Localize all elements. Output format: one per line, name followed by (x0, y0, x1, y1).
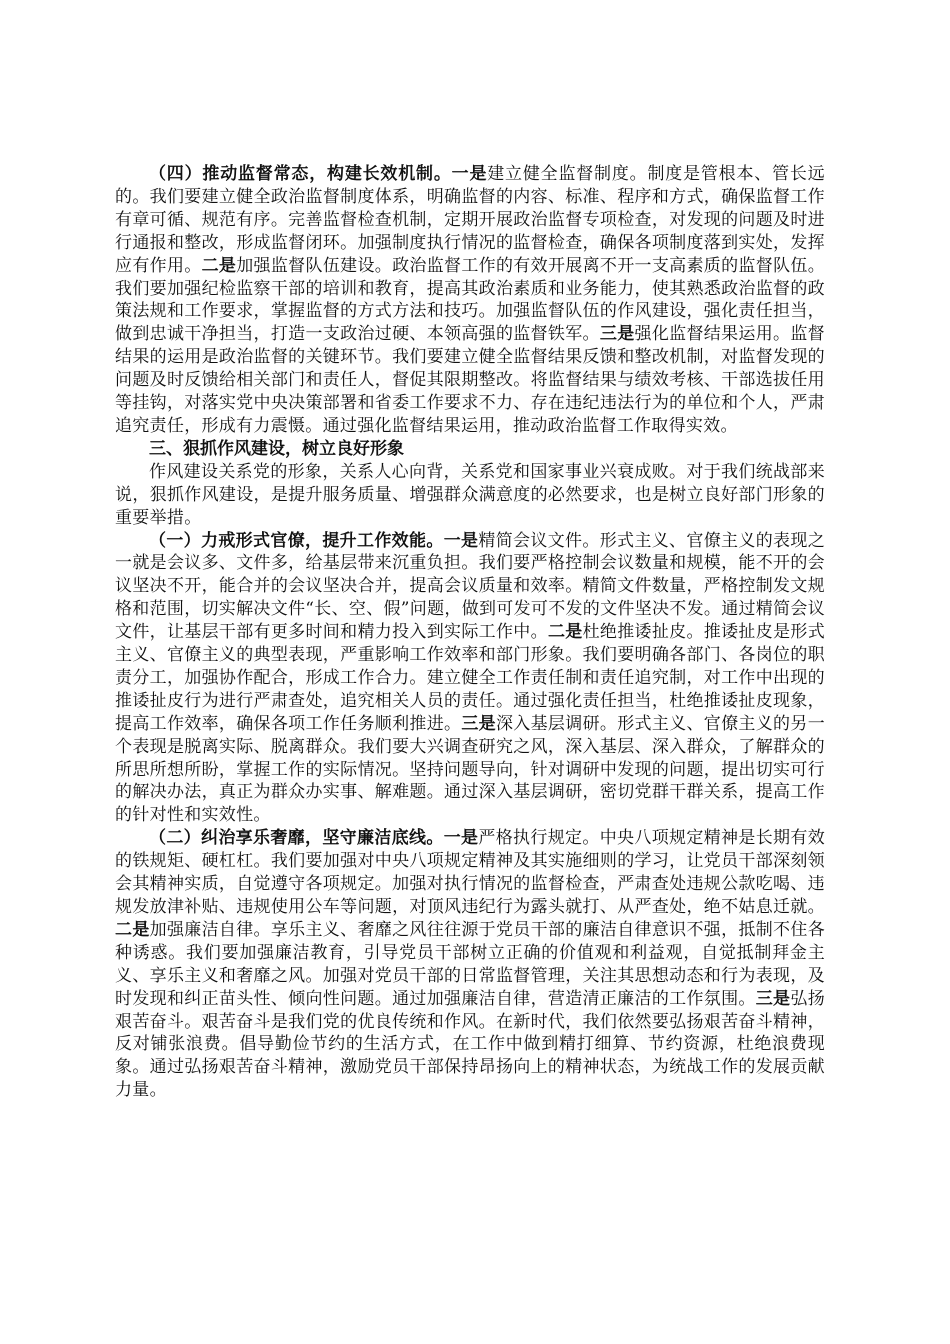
ordinal-marker: 二是 (547, 622, 583, 643)
ordinal-marker: 一是 (443, 530, 479, 551)
paragraph-text: 建立健全监督制度。制度是管根本、管长远的。我们要建立健全政治监督制度体系，明确监督的内容、标准、程序和方式，确保监督工作有章可循、规范有序。完善监督检查机制，定期开展政治监督专项检查，对发现的问题及时进行通报和整改，形成监督闭环。加强制度执行情况的监督检查，确保各项制度落到实处，发挥应有作用。 (115, 164, 825, 276)
paragraph-text: 深入基层调研。形式主义、官僚主义的另一个表现是脱离实际、脱离群众。我们要大兴调查研究之风，深入基层、深入群众，了解群众的所思所想所盼，掌握工作的实际情况。坚持问题导向，针对调研中发现的问题，提出切实可行的解决办法，真正为群众办实事、解难题。通过深入基层调研，密切党群干群关系，提高工作的针对性和实效性。 (115, 713, 825, 826)
paragraph-supervision-mechanism (115, 163, 825, 438)
document-page (115, 163, 825, 1102)
ordinal-marker: 二是 (115, 919, 150, 940)
paragraph-text: 作风建设关系党的形象，关系人心向背，关系党和国家事业兴衰成败。对于我们统战部来说，狠抓作风建设，是提升服务质量、增强群众满意度的必然要求，也是树立良好部门形象的重要举措。 (115, 461, 825, 528)
paragraph-lead: （一）力戒形式官僚，提升工作效能。 (149, 530, 444, 551)
paragraph-lead: （二）纠治享乐奢靡，坚守廉洁底线。 (149, 828, 444, 849)
paragraph-text: 严格执行规定。中央八项规定精神是长期有效的铁规矩、硬杠杠。我们要加强对中央八项规定精神及其实施细则的学习，让党员干部深刻领会其精神实质，自觉遵守各项规定。加强对执行情况的监督检查，严肃查处违规公款吃喝、违规发放津补贴、违规使用公车等问题，对顶风违纪行为露头就打、从严查处，绝不姑息迁就。 (115, 828, 825, 917)
ordinal-marker: 三是 (461, 713, 496, 734)
paragraph-text: 精简会议文件。形式主义、官僚主义的表现之一就是会议多、文件多，给基层带来沉重负担。我们要严格控制会议数量和规模，能不开的会议坚决不开，能合并的会议坚决合并，提高会议质量和效率。精简文件数量，严格控制发文规格和范围，切实解决文件“长、空、假”问题，做到可发可不发的文件坚决不发。通过精简会议文件，让基层干部有更多时间和精力投入到实际工作中。 (115, 530, 825, 643)
ordinal-marker: 一是 (443, 828, 479, 849)
paragraph-text: 加强廉洁自律。享乐主义、奢靡之风往往源于党员干部的廉洁自律意识不强，抵制不住各种诱惑。我们要加强廉洁教育，引导党员干部树立正确的价值观和利益观，自觉抵制拜金主义、享乐主义和奢靡之风。加强对党员干部的日常监督管理，关注其思想动态和行为表现，及时发现和纠正苗头性、倾向性问题。通过加强廉洁自律，营造清正廉洁的工作氛围。 (115, 919, 825, 1009)
paragraph-intro (115, 461, 825, 530)
ordinal-marker: 三是 (599, 324, 635, 345)
paragraph-text: 加强监督队伍建设。政治监督工作的有效开展离不开一支高素质的监督队伍。我们要加强纪检监察干部的培训和教育，提高其政治素质和业务能力，使其熟悉政治监督的政策法规和工作要求，掌握监督的方式方法和技巧。加强监督队伍的作风建设，强化责任担当，做到忠诚干净担当，打造一支政治过硬、本领高强的监督铁军。 (115, 255, 825, 345)
ordinal-marker: 二是 (201, 255, 237, 276)
paragraph-lead: （四）推动监督常态，构建长效机制。 (149, 164, 452, 184)
paragraph-integrity (115, 827, 825, 1102)
paragraph-text: 强化监督结果运用。监督结果的运用是政治监督的关键环节。我们要建立健全监督结果反馈和整改机制，对监督发现的问题及时反馈给相关部门和责任人，督促其限期整改。将监督结果与绩效考核、干部选拔任用等挂钩，对落实党中央决策部署和省委工作要求不力、存在违纪违法行为的单位和个人，严肃追究责任，形成有力震慑。通过强化监督结果运用，推动政治监督工作取得实效。 (115, 324, 825, 436)
ordinal-marker: 一是 (451, 164, 488, 184)
paragraph-formalism (115, 530, 825, 828)
section-heading: 三、狠抓作风建设，树立良好形象 (149, 438, 404, 459)
ordinal-marker: 三是 (755, 988, 791, 1009)
paragraph-text: 杜绝推诿扯皮。推诿扯皮是形式主义、官僚主义的典型表现，严重影响工作效率和部门形象。我们要明确各部门、各岗位的职责分工，加强协作配合，形成工作合力。建立健全工作责任制和责任追究制，对工作中出现的推诿扯皮行为进行严肃查处，追究相关人员的责任。通过强化责任担当，杜绝推诿扯皮现象，提高工作效率，确保各项工作任务顺利推进。 (115, 622, 826, 734)
paragraph-text: 弘扬艰苦奋斗。艰苦奋斗是我们党的优良传统和作风。在新时代，我们依然要弘扬艰苦奋斗精神，反对铺张浪费。倡导勤俭节约的生活方式，在工作中做到精打细算、节约资源，杜绝浪费现象。通过弘扬艰苦奋斗精神，激励党员干部保持昂扬向上的精神状态，为统战工作的发展贡献力量。 (115, 988, 825, 1101)
